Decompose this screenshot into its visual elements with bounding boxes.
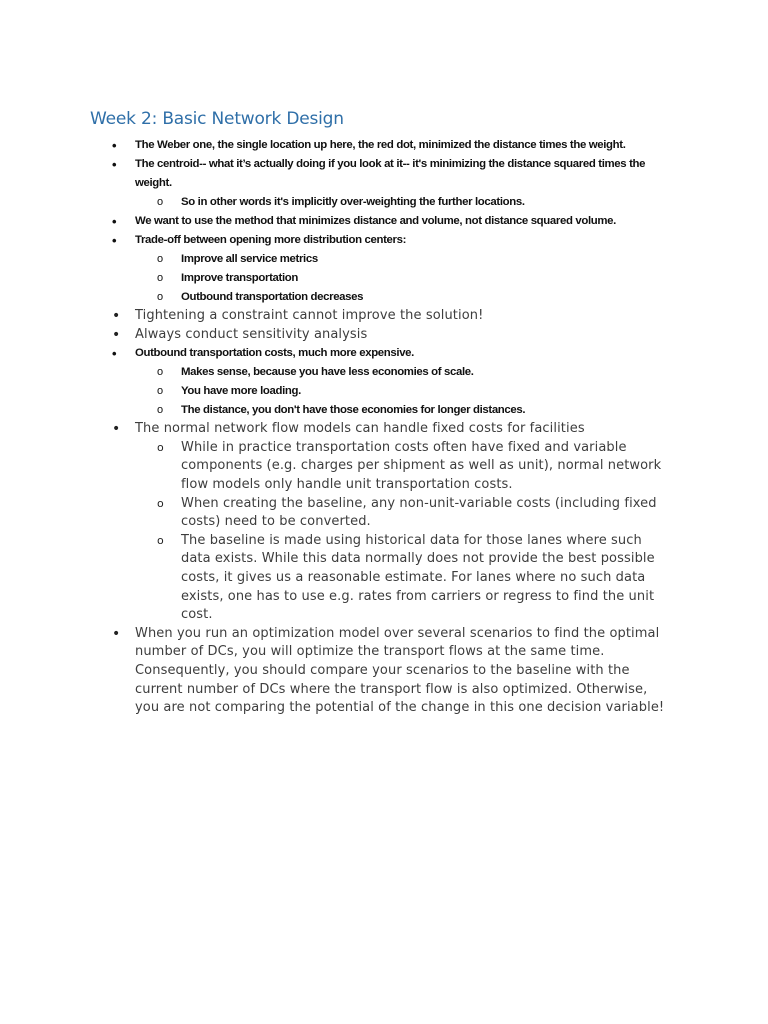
sub-bullet-marker: o — [157, 196, 163, 208]
bullet-text: Tightening a constraint cannot improve the solution! — [135, 308, 484, 323]
bullet-item — [0, 625, 675, 718]
sub-bullet-marker: o — [157, 291, 163, 303]
bullet-text: When you run an optimization model over several scenarios to find the optimal number of DCs, you will optimize the transport flows at the same time. Consequently, you should compare your scenarios to the baseline with the current number of DCs where the transport flow is also optimized. Otherwise, you are not comparing the potential of the change in this one decision variable! — [135, 625, 665, 716]
bullet-text: The centroid-- what it’s actually doing if you look at it-- it's minimizing the distance squared times the weight. — [135, 158, 646, 189]
bullet-marker: • — [112, 625, 121, 642]
sub-bullet-item — [0, 532, 675, 625]
sub-bullet-item — [0, 382, 675, 401]
bullet-text: Always conduct sensitivity analysis — [135, 326, 368, 342]
bullet-item — [0, 136, 675, 155]
bullet-item — [0, 231, 675, 250]
sub-bullet-marker: o — [157, 253, 163, 265]
sub-bullet-marker: o — [157, 440, 164, 454]
sub-bullet-marker: o — [157, 366, 163, 379]
bullet-text: Trade-off between opening more distribution centers: — [135, 234, 407, 246]
bullet-marker: • — [112, 214, 117, 229]
sub-bullet-item — [0, 269, 675, 288]
bullet-text: Outbound transportation costs, much more expensive. — [135, 347, 414, 360]
bullet-text: So in other words it's implicitly over-weighting the further locations. — [181, 196, 525, 208]
sub-bullet-item — [0, 288, 675, 307]
bullet-text: The Weber one, the single location up here, the red dot, minimized the distance times the weight. — [135, 139, 626, 151]
bullet-item — [0, 420, 675, 439]
sub-bullet-marker: o — [157, 496, 164, 510]
bullet-marker: • — [112, 308, 121, 324]
sub-bullet-item — [0, 250, 675, 269]
bullet-marker: • — [112, 421, 121, 438]
sub-bullet-item — [0, 401, 675, 420]
bullet-text: The normal network flow models can handle fixed costs for facilities — [135, 421, 585, 437]
bullet-marker: • — [112, 326, 121, 343]
bullet-text: Improve all service metrics — [181, 253, 318, 265]
bullet-text: The distance, you don't have those economies for longer distances. — [181, 404, 526, 417]
bullet-text: Outbound transportation decreases — [181, 291, 364, 303]
sub-bullet-marker: o — [157, 404, 163, 417]
sub-bullet-item — [0, 363, 675, 382]
bullet-text: Makes sense, because you have less economies of scale. — [181, 366, 474, 379]
bullet-item — [0, 212, 675, 231]
bullet-marker: • — [112, 346, 117, 362]
bullet-item — [0, 344, 675, 363]
bullet-text: We want to use the method that minimizes distance and volume, not distance squared volume. — [135, 215, 616, 227]
page-title: Week 2: Basic Network Design — [90, 109, 344, 129]
bullet-text: While in practice transportation costs often have fixed and variable components (e.g. charges per shipment as well as unit), normal network flow models only handle unit transportation costs. — [181, 439, 662, 492]
bullet-item — [0, 155, 675, 193]
sub-bullet-item — [0, 193, 675, 212]
sub-bullet-marker: o — [157, 533, 164, 547]
bullet-text: The baseline is made using historical data for those lanes where such data exists. While this data normally does not provide the best possible costs, it gives us a reasonable estimate. For lanes where no such data exists, one has to use e.g. rates from carriers or regress to find the unit cost. — [181, 532, 655, 623]
bullet-list — [0, 136, 768, 718]
bullet-marker: • — [112, 157, 117, 172]
bullet-text: You have more loading. — [181, 385, 301, 398]
bullet-marker: • — [112, 233, 117, 248]
sub-bullet-item — [0, 495, 675, 532]
bullet-item — [0, 326, 675, 345]
bullet-item — [0, 307, 675, 326]
sub-bullet-item — [0, 439, 675, 495]
bullet-marker: • — [112, 138, 117, 153]
bullet-text: When creating the baseline, any non-unit-variable costs (including fixed costs) need to be converted. — [181, 495, 657, 530]
bullet-text: Improve transportation — [181, 272, 298, 284]
sub-bullet-marker: o — [157, 272, 163, 284]
sub-bullet-marker: o — [157, 385, 163, 398]
